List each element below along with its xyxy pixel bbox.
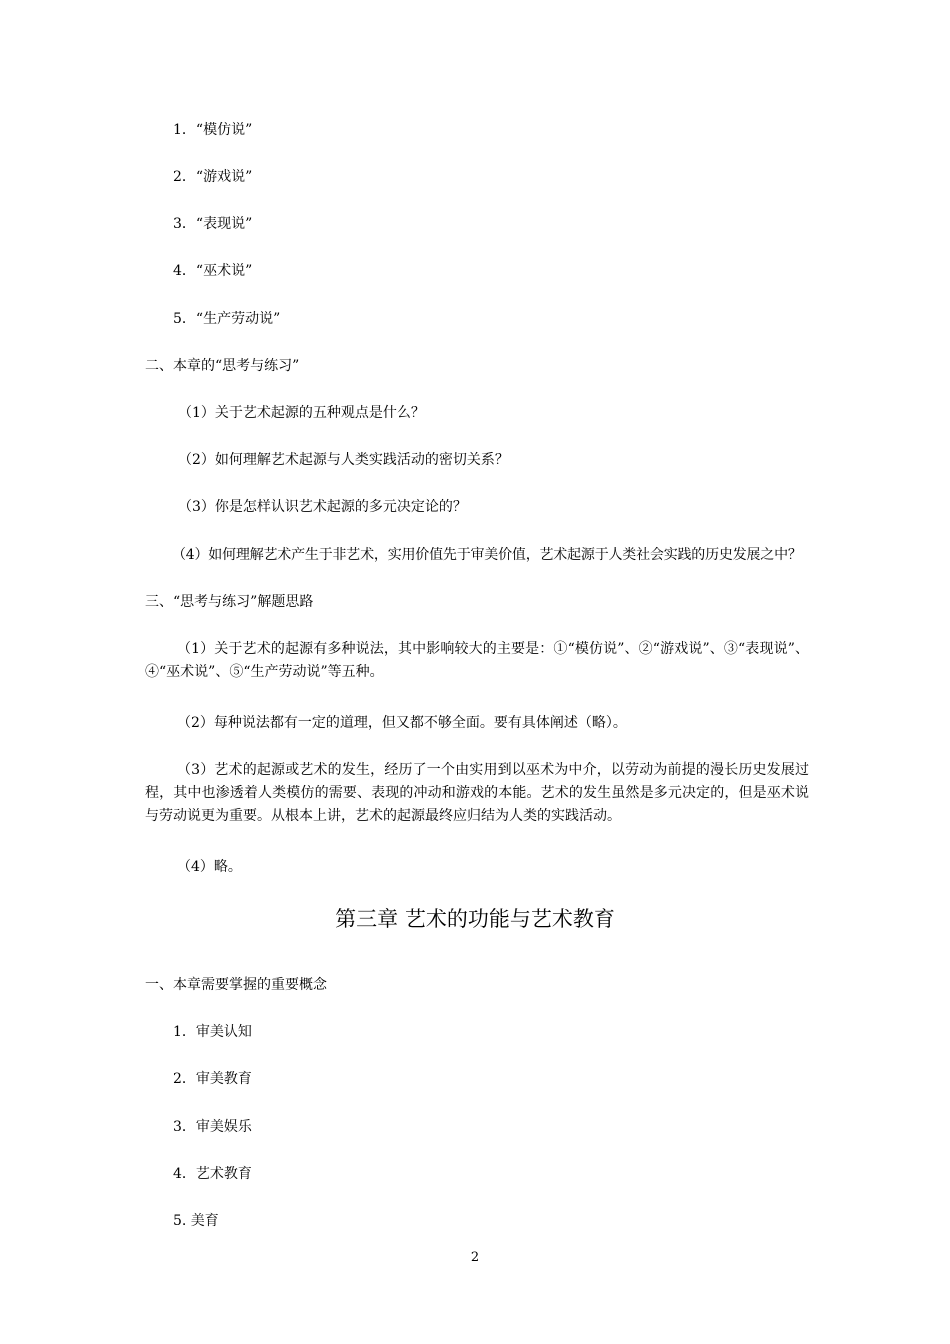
- concept-item-2: 2．审美教育: [173, 1071, 252, 1087]
- answer-4: （4）略。: [177, 859, 242, 875]
- concept-item-1: 1．审美认知: [173, 1024, 252, 1040]
- page-number: 2: [470, 1250, 480, 1265]
- question-1: （1）关于艺术起源的五种观点是什么？: [178, 405, 425, 421]
- answer-3: （3）艺术的起源或艺术的发生，经历了一个由实用到以巫术为中介，以劳动为前提的漫长历史发展过程，其中也渗透着人类模仿的需要、表现的冲动和游戏的本能。艺术的发生虽然是多元决定的，但是巫术说与劳动说更为重要。从根本上讲，艺术的起源最终应归结为人类的实践活动。: [145, 762, 809, 824]
- theory-item-4: 4．“巫术说”: [173, 263, 253, 279]
- question-2: （2）如何理解艺术起源与人类实践活动的密切关系？: [178, 452, 509, 468]
- chapter3-section1-heading: 一、本章需要掌握的重要概念: [145, 977, 327, 993]
- theory-item-5: 5．“生产劳动说”: [173, 311, 281, 327]
- section3-heading: 三、“思考与练习”解题思路: [145, 594, 314, 610]
- concept-item-3: 3．审美娱乐: [173, 1119, 252, 1135]
- answer-1: （1）关于艺术的起源有多种说法，其中影响较大的主要是：①“模仿说”、②“游戏说”、③“表现说”、④“巫术说”、⑤“生产劳动说”等五种。: [145, 641, 809, 680]
- chapter-title: 第三章 艺术的功能与艺术教育: [335, 907, 615, 931]
- question-4: （4）如何理解艺术产生于非艺术，实用价值先于审美价值，艺术起源于人类社会实践的历史发展之中？: [172, 547, 802, 563]
- concept-item-4: 4．艺术教育: [173, 1166, 252, 1182]
- concept-item-5: 5. 美育: [173, 1213, 219, 1229]
- answer-2: （2）每种说法都有一定的道理，但又都不够全面。要有具体阐述（略）。: [177, 715, 627, 731]
- question-3: （3）你是怎样认识艺术起源的多元决定论的？: [178, 499, 467, 515]
- theory-item-1: 1．“模仿说”: [173, 122, 253, 138]
- theory-item-3: 3．“表现说”: [173, 216, 253, 232]
- section2-heading: 二、本章的“思考与练习”: [145, 358, 300, 374]
- theory-item-2: 2．“游戏说”: [173, 169, 253, 185]
